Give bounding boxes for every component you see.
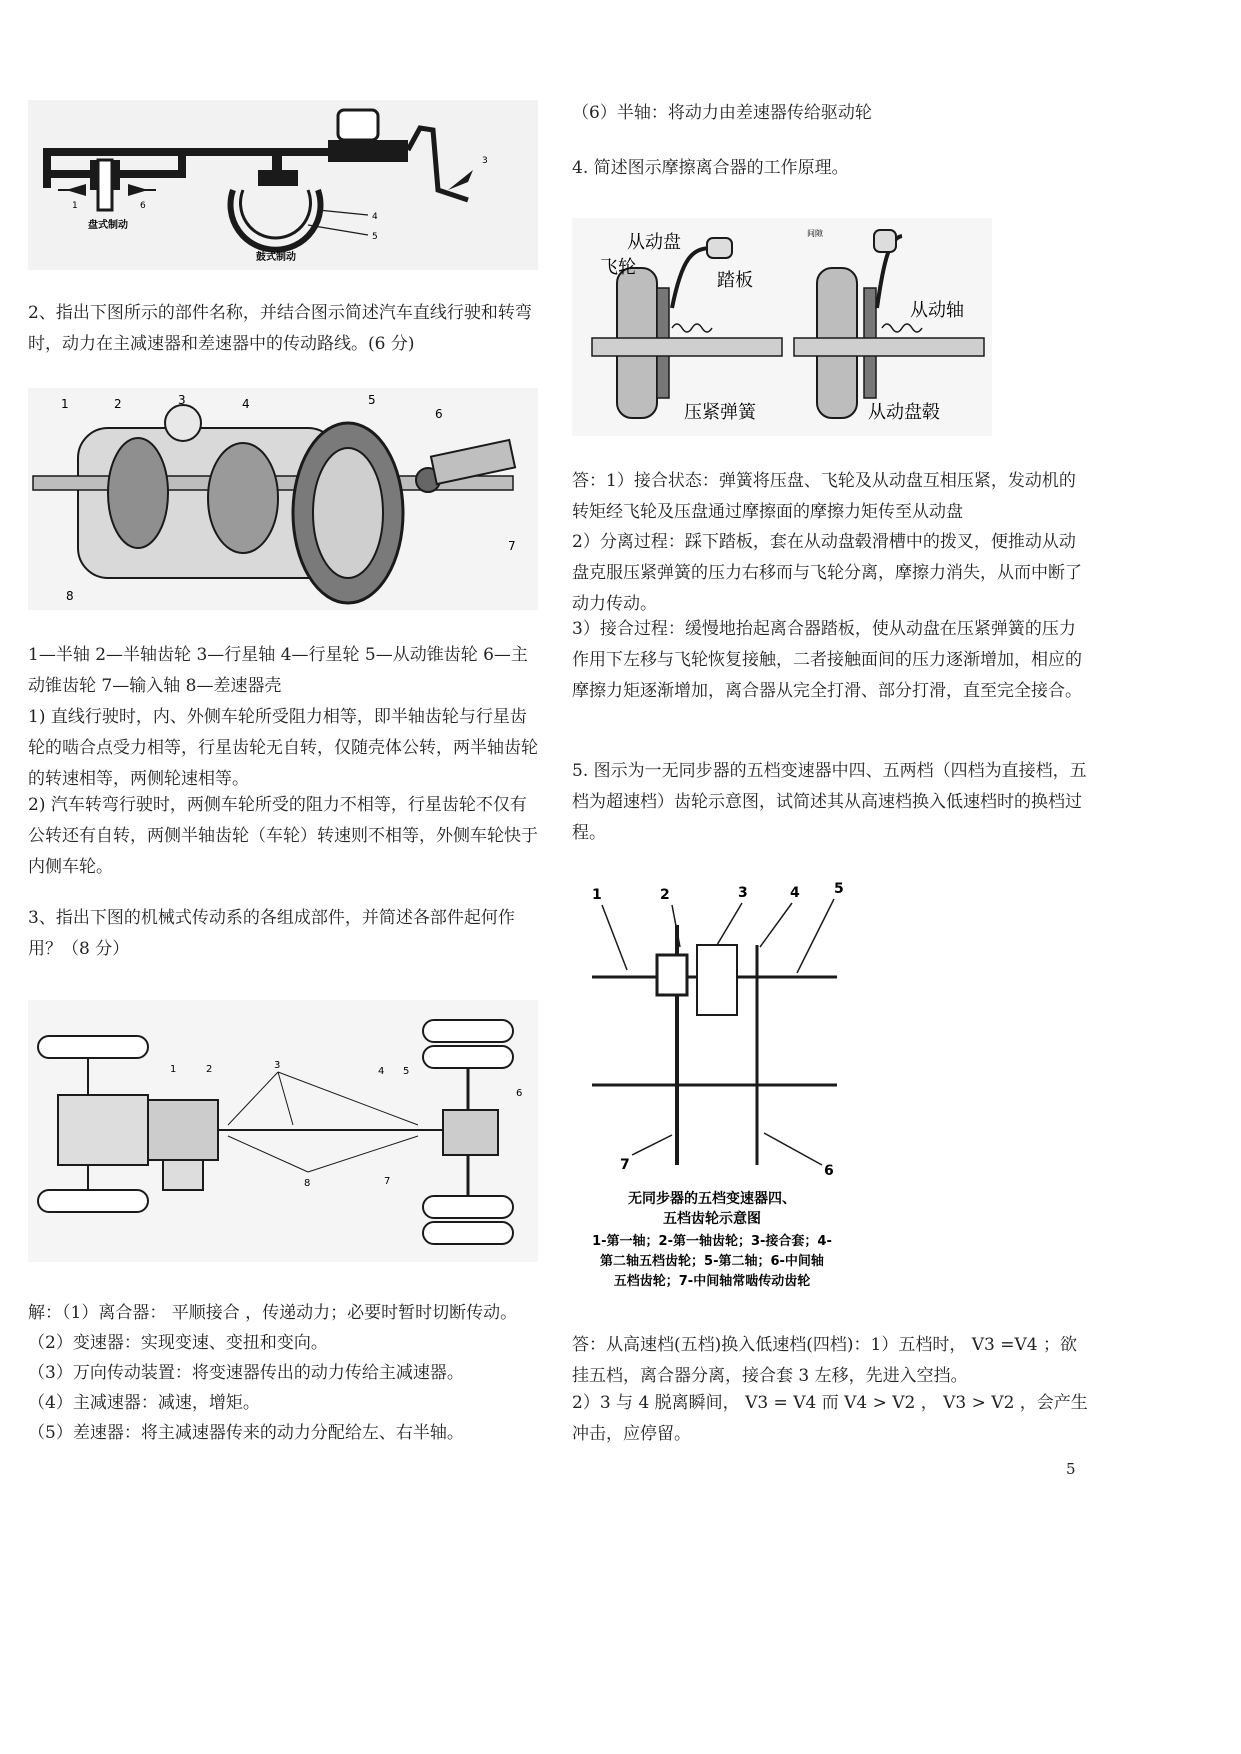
fig3-num-7: 7 bbox=[384, 1176, 391, 1187]
fig2-num-3: 3 bbox=[178, 393, 186, 407]
fig2-num-8: 8 bbox=[66, 589, 74, 603]
differential-figure bbox=[28, 388, 538, 610]
fig2-num-5: 5 bbox=[368, 393, 376, 407]
fig1-drum-label: 鼓式制动 bbox=[256, 252, 296, 263]
label-gap: 间隙 bbox=[807, 229, 823, 238]
fig1-num-3: 3 bbox=[482, 156, 488, 166]
fig5-num-5: 5 bbox=[834, 881, 844, 897]
label-hub: 从动盘毂 bbox=[868, 402, 940, 423]
fig3-num-1: 1 bbox=[170, 1064, 177, 1075]
q2-answer-1: 1) 直线行驶时，内、外侧车轮所受阻力相等，即半轴齿轮与行星齿轮的啮合点受力相等，行星齿轮无自转，仅随壳体公转，两半轴齿轮的转速相等，两侧轮速相等。 bbox=[28, 707, 538, 789]
fig1-disc-label: 盘式制动 bbox=[88, 220, 128, 231]
fig5-caption-5: 五档齿轮；7-中间轴常啮传动齿轮 bbox=[613, 1274, 811, 1289]
fig5-caption-4: 第二轴五档齿轮；5-第二轴；6-中间轴 bbox=[600, 1254, 824, 1269]
q3-answer-3: （3）万向传动装置：将变速器传出的动力传给主减速器。 bbox=[28, 1363, 464, 1383]
q2-answer-2: 2) 汽车转弯行驶时，两侧车轮所受的阻力不相等，行星齿轮不仅有公转还有自转，两侧半轴齿轮（车轮）转速则不相等，外侧车轮快于内侧车轮。 bbox=[28, 795, 538, 877]
drivetrain-figure bbox=[28, 1000, 538, 1262]
fig3-num-5: 5 bbox=[403, 1066, 410, 1077]
gearbox-figure bbox=[572, 875, 852, 1295]
fig3-num-6: 6 bbox=[516, 1088, 523, 1099]
fig5-caption-1: 无同步器的五档变速器四、 bbox=[628, 1191, 796, 1207]
fig5-num-4: 4 bbox=[790, 885, 800, 901]
q4-answer-1: 答：1）接合状态：弹簧将压盘、飞轮及从动盘互相压紧，发动机的转矩经飞轮及压盘通过摩擦面的摩擦力矩传至从动盘 bbox=[572, 471, 1076, 522]
q4-title: 4. 简述图示摩擦离合器的工作原理。 bbox=[572, 158, 849, 178]
q5-answer-1: 答：从高速档(五档)换入低速档(四档)：1）五档时， V3 =V4 ；欲挂五档，离合器分离，接合套 3 左移，先进入空挡。 bbox=[572, 1335, 1077, 1386]
fig2-num-1: 1 bbox=[61, 397, 69, 411]
q5-title: 5. 图示为一无同步器的五档变速器中四、五两档（四档为直接档，五档为超速档）齿轮示意图，试简述其从高速档换入低速档时的换档过程。 bbox=[572, 761, 1087, 843]
fig5-caption-3: 1-第一轴；2-第一轴齿轮；3-接合套；4- bbox=[592, 1234, 832, 1249]
fig5-num-3: 3 bbox=[738, 885, 748, 901]
q2-parts: 1—半轴 2—半轴齿轮 3—行星轴 4—行星轮 5—从动锥齿轮 6—主动锥齿轮 7—输入轴 8—差速器壳 bbox=[28, 645, 528, 696]
q3-answer-1: 解：（1）离合器： 平顺接合 ，传递动力；必要时暂时切断传动。 bbox=[28, 1303, 518, 1323]
q4-answer-3: 3）接合过程：缓慢地抬起离合器踏板，使从动盘在压紧弹簧的压力作用下左移与飞轮恢复接触，二者接触面间的压力逐渐增加，相应的摩擦力矩逐渐增加，离合器从完全打滑、部分打滑，直至完全接合。 bbox=[572, 619, 1082, 701]
fig1-num-6: 6 bbox=[140, 201, 146, 211]
fig5-num-1: 1 bbox=[592, 887, 602, 903]
brake-system-figure bbox=[28, 100, 538, 270]
label-flywheel: 飞轮 bbox=[600, 257, 636, 278]
fig2-num-6: 6 bbox=[435, 407, 443, 421]
fig3-num-4: 4 bbox=[378, 1066, 385, 1077]
fig5-num-6: 6 bbox=[824, 1163, 834, 1179]
fig2-num-2: 2 bbox=[114, 397, 122, 411]
fig3-num-8: 8 bbox=[304, 1178, 311, 1189]
fig2-num-7: 7 bbox=[508, 539, 516, 553]
page-number: 5 bbox=[1066, 1460, 1076, 1478]
fig1-num-4: 4 bbox=[372, 212, 378, 222]
label-pedal: 踏板 bbox=[717, 270, 753, 291]
fig1-num-1: 1 bbox=[72, 201, 78, 211]
fig3-num-2: 2 bbox=[206, 1064, 213, 1075]
q3-answer-5: （5）差速器：将主减速器传来的动力分配给左、右半轴。 bbox=[28, 1423, 464, 1443]
fig5-caption-2: 五档齿轮示意图 bbox=[663, 1211, 761, 1227]
q3-title: 3、指出下图的机械式传动系的各组成部件，并简述各部件起何作用？（8 分） bbox=[28, 908, 515, 959]
q3-answer-4: （4）主减速器：减速，增矩。 bbox=[28, 1393, 260, 1413]
q5-answer-2: 2）3 与 4 脱离瞬间， V3 = V4 而 V4 > V2 ， V3 > V2 ，会产生冲击，应停留。 bbox=[572, 1393, 1088, 1444]
q3-answer-2: （2）变速器：实现变速、变扭和变向。 bbox=[28, 1333, 328, 1353]
fig3-num-3: 3 bbox=[274, 1060, 281, 1071]
q3-answer-6: （6）半轴：将动力由差速器传给驱动轮 bbox=[572, 103, 872, 123]
q2-title: 2、指出下图所示的部件名称，并结合图示简述汽车直线行驶和转弯时，动力在主减速器和差速器中的传动路线。(6 分) bbox=[28, 303, 532, 354]
fig5-num-2: 2 bbox=[660, 887, 670, 903]
q4-answer-2: 2）分离过程：踩下踏板，套在从动盘毂滑槽中的拨叉，便推动从动盘克服压紧弹簧的压力右移而与飞轮分离，摩擦力消失，从而中断了动力传动。 bbox=[572, 532, 1082, 614]
clutch-figure bbox=[572, 218, 992, 436]
label-spring: 压紧弹簧 bbox=[684, 402, 756, 423]
fig5-num-7: 7 bbox=[620, 1157, 630, 1173]
fig2-num-4: 4 bbox=[242, 397, 250, 411]
fig1-num-5: 5 bbox=[372, 232, 378, 242]
label-driven-shaft: 从动轴 bbox=[910, 300, 964, 321]
label-driven-plate: 从动盘 bbox=[627, 232, 681, 253]
